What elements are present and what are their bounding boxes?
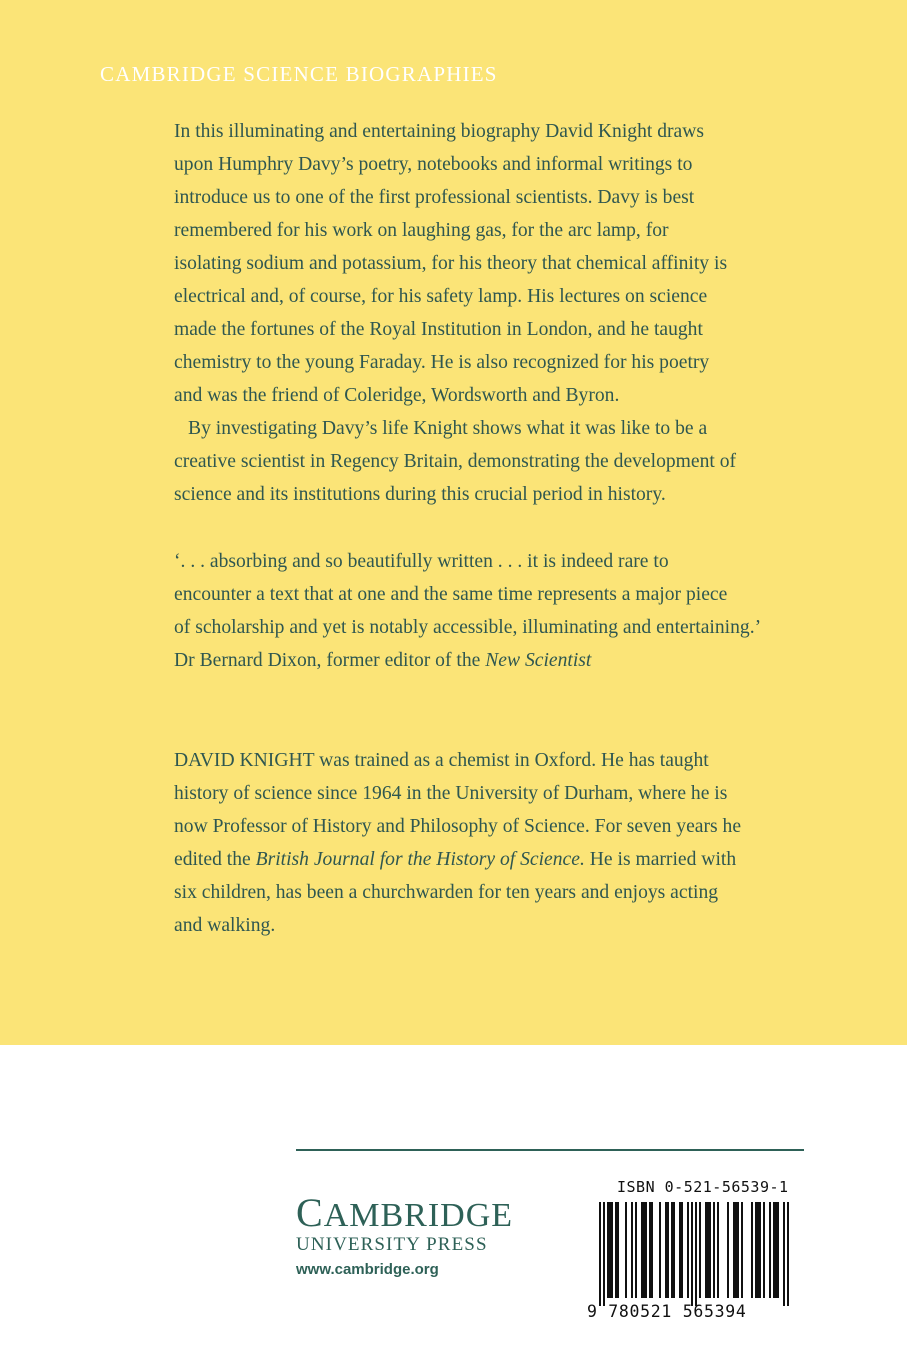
- publisher-subname: UNIVERSITY PRESS: [296, 1234, 488, 1255]
- quote-line: encounter a text that at one and the same time represents a major piece: [174, 584, 728, 605]
- barcode-bar: [717, 1202, 719, 1298]
- barcode-bar: [673, 1202, 675, 1298]
- blurb-line: electrical and, of course, for his safety lamp. His lectures on science: [174, 286, 708, 307]
- barcode-bar: [705, 1202, 707, 1298]
- blurb-line: remembered for his work on laughing gas, for the arc lamp, for: [174, 220, 669, 241]
- attribution-text: Dr Bernard Dixon, former editor of the: [174, 650, 486, 671]
- barcode-bar: [713, 1202, 715, 1298]
- barcode-bar: [783, 1202, 785, 1306]
- blurb-line: By investigating Davy’s life Knight shows what it was like to be a: [188, 418, 708, 439]
- publisher-url: www.cambridge.org: [296, 1261, 439, 1278]
- barcode-bar: [777, 1202, 779, 1298]
- bio-line: six children, has been a churchwarden for ten years and enjoys acting: [174, 882, 719, 903]
- barcode-bar: [737, 1202, 739, 1298]
- barcode-bar: [735, 1202, 737, 1298]
- barcode-bar: [599, 1202, 601, 1306]
- barcode-bar: [775, 1202, 777, 1298]
- barcode-bar: [667, 1202, 669, 1298]
- blurb-line: chemistry to the young Faraday. He is also recognized for his poetry: [174, 352, 710, 373]
- series-title: CAMBRIDGE SCIENCE BIOGRAPHIES: [100, 62, 498, 86]
- blurb-line: made the fortunes of the Royal Institution in London, and he taught: [174, 319, 703, 340]
- blurb-line: science and its institutions during this crucial period in history.: [174, 484, 666, 505]
- barcode-bar: [645, 1202, 647, 1298]
- barcode-bar: [635, 1202, 637, 1298]
- divider-rule: [296, 1149, 804, 1151]
- barcode-bar: [759, 1202, 761, 1298]
- barcode-bar: [699, 1202, 701, 1298]
- barcode-bar: [609, 1202, 611, 1298]
- blurb-line: creative scientist in Regency Britain, demonstrating the development of: [174, 451, 737, 472]
- author-bio: [174, 744, 834, 942]
- barcode-block: [587, 1180, 807, 1330]
- quote-attribution: [174, 644, 834, 677]
- barcode-bar: [733, 1202, 735, 1298]
- barcode-bar: [611, 1202, 613, 1298]
- barcode-digits: 9 780521 565394: [587, 1302, 747, 1321]
- blurb-line: In this illuminating and entertaining biography David Knight draws: [174, 121, 705, 142]
- barcode-bar: [773, 1202, 775, 1298]
- blurb-line: isolating sodium and potassium, for his theory that chemical affinity is: [174, 253, 728, 274]
- barcode-bar: [787, 1202, 789, 1306]
- bio-line: and walking.: [174, 915, 276, 936]
- barcode-bar: [687, 1202, 689, 1298]
- barcode-bar: [707, 1202, 709, 1298]
- barcode-bar: [679, 1202, 681, 1298]
- barcode-bar: [741, 1202, 743, 1298]
- quote-line: ‘. . . absorbing and so beautifully written . . . it is indeed rare to: [174, 551, 669, 572]
- barcode-bar: [659, 1202, 661, 1298]
- blurb: [174, 115, 834, 511]
- barcode-bar: [665, 1202, 667, 1298]
- bio-line: DAVID KNIGHT was trained as a chemist in Oxford. He has taught: [174, 750, 709, 771]
- barcode-bar: [751, 1202, 753, 1298]
- barcode-bar: [607, 1202, 609, 1298]
- barcode-bar: [625, 1202, 627, 1298]
- journal-title: British Journal for the History of Science.: [255, 849, 585, 870]
- blurb-line: introduce us to one of the first professional scientists. Davy is best: [174, 187, 695, 208]
- barcode-bar: [617, 1202, 619, 1298]
- barcode-bar: [641, 1202, 643, 1298]
- barcode-bar: [631, 1202, 633, 1298]
- barcode-bar: [643, 1202, 645, 1298]
- barcode-bar: [709, 1202, 711, 1298]
- barcode-bar: [757, 1202, 759, 1298]
- barcode-bar: [763, 1202, 765, 1298]
- barcode-bar: [695, 1202, 697, 1306]
- review-quote: [174, 545, 834, 677]
- barcode-bar: [651, 1202, 653, 1298]
- isbn-label: ISBN 0-521-56539-1: [617, 1178, 789, 1196]
- barcode-bar: [691, 1202, 693, 1306]
- bio-line: [174, 843, 834, 876]
- publisher-logo: [296, 1190, 536, 1278]
- bio-text: He is married with: [584, 849, 737, 870]
- barcode-bar: [769, 1202, 771, 1298]
- quote-line: of scholarship and yet is notably accessible, illuminating and entertaining.’: [174, 617, 762, 638]
- barcode-bar: [727, 1202, 729, 1298]
- barcode-bar: [671, 1202, 673, 1298]
- barcode-icon: [599, 1202, 799, 1306]
- publisher-name: [296, 1190, 536, 1235]
- publisher-initial: C: [296, 1190, 324, 1235]
- barcode-bar: [603, 1202, 605, 1306]
- bio-line: history of science since 1964 in the University of Durham, where he is: [174, 783, 728, 804]
- bio-line: now Professor of History and Philosophy of Science. For seven years he: [174, 816, 742, 837]
- barcode-bar: [681, 1202, 683, 1298]
- barcode-bar: [615, 1202, 617, 1298]
- publisher-name-rest: AMBRIDGE: [323, 1197, 514, 1234]
- blurb-line: upon Humphry Davy’s poetry, notebooks and informal writings to: [174, 154, 693, 175]
- barcode-bar: [755, 1202, 757, 1298]
- attribution-publication: New Scientist: [485, 650, 592, 671]
- barcode-bar: [649, 1202, 651, 1298]
- bio-text: edited the: [174, 849, 256, 870]
- blurb-line: and was the friend of Coleridge, Wordsworth and Byron.: [174, 385, 620, 406]
